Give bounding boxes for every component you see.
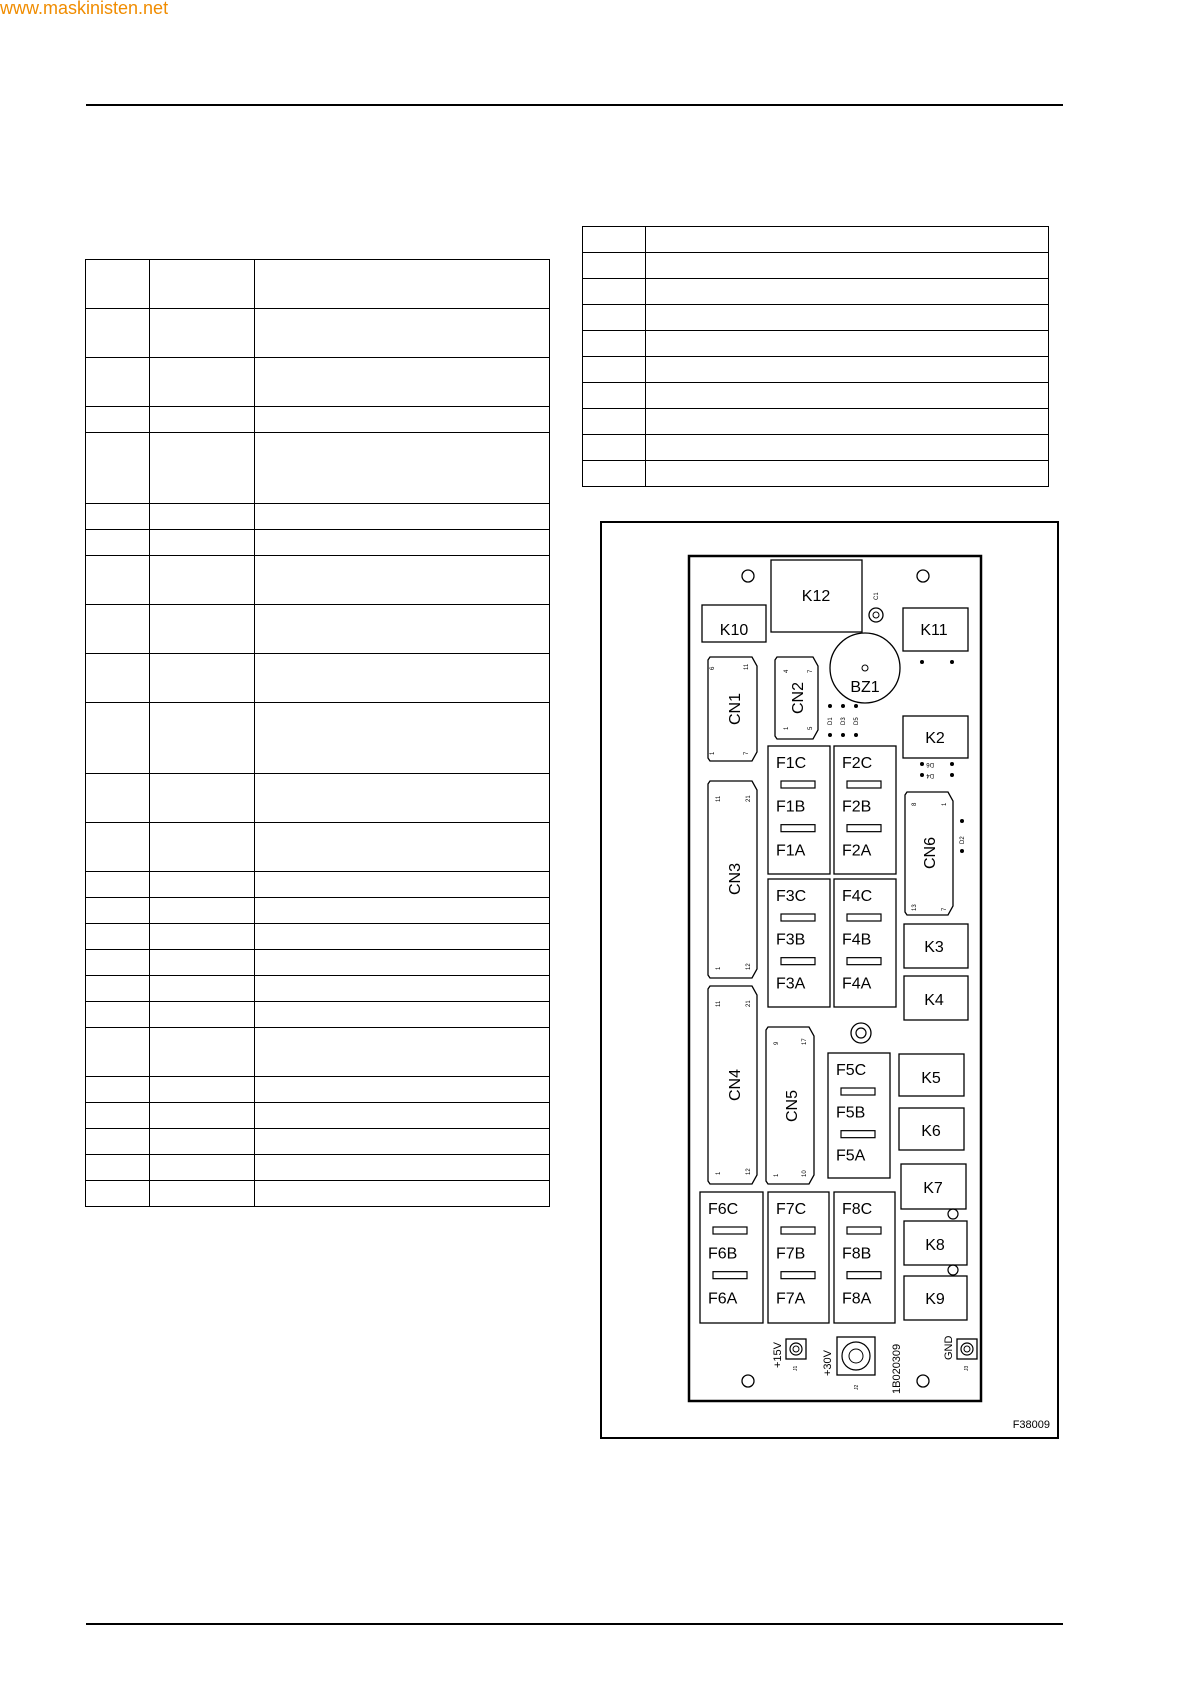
fuse-slot bbox=[713, 1272, 747, 1279]
connector-cn6 bbox=[905, 792, 953, 915]
capacitor-c1-core bbox=[873, 612, 879, 618]
svg-text:5: 5 bbox=[808, 726, 814, 730]
watermark[interactable]: www.maskinisten.net bbox=[0, 0, 169, 18]
svg-text:21: 21 bbox=[746, 1000, 752, 1007]
svg-text:D4: D4 bbox=[926, 772, 934, 778]
fuse-group bbox=[768, 746, 830, 874]
connector-cn3 bbox=[708, 781, 757, 978]
svg-text:12: 12 bbox=[746, 963, 752, 970]
fuse-slot bbox=[841, 1088, 875, 1095]
fuse-label: F3C bbox=[776, 888, 807, 905]
relay-label: K6 bbox=[921, 1123, 941, 1140]
fuse-label: F1A bbox=[776, 842, 806, 860]
relay-k11 bbox=[903, 608, 968, 651]
relay-label: K5 bbox=[921, 1070, 941, 1087]
connector-cn4 bbox=[708, 986, 757, 1184]
svg-text:1: 1 bbox=[710, 751, 716, 755]
svg-text:D2: D2 bbox=[960, 836, 966, 844]
fuse-label: F7B bbox=[776, 1245, 806, 1263]
connector-label: CN3 bbox=[727, 862, 744, 896]
relay-label: K4 bbox=[924, 992, 944, 1009]
svg-text:6: 6 bbox=[710, 666, 716, 670]
mounting-hole bbox=[917, 1375, 929, 1387]
svg-text:9: 9 bbox=[774, 1041, 780, 1045]
connector-label: CN2 bbox=[790, 681, 807, 715]
relay-label: K12 bbox=[801, 588, 831, 605]
fuse-slot bbox=[781, 958, 815, 965]
screw-hole bbox=[851, 1023, 871, 1043]
svg-text:D5: D5 bbox=[854, 717, 860, 725]
terminal-gnd bbox=[943, 1336, 977, 1372]
capacitor-c1 bbox=[869, 608, 883, 622]
diode-dots-d1-d3-d5 bbox=[828, 704, 860, 737]
relay-k7 bbox=[901, 1164, 966, 1209]
svg-text:11: 11 bbox=[744, 663, 750, 670]
fuse-slot bbox=[847, 914, 881, 921]
fuse-slot bbox=[841, 1131, 875, 1138]
svg-text:1: 1 bbox=[774, 1173, 780, 1177]
fuse-label: F5A bbox=[836, 1147, 866, 1165]
fuse-label: F5B bbox=[836, 1104, 866, 1122]
svg-text:10: 10 bbox=[802, 1170, 808, 1177]
fuse-slot bbox=[847, 958, 881, 965]
relay-k8 bbox=[904, 1221, 967, 1265]
fuse-label: F1C bbox=[776, 755, 807, 772]
connector-label: CN6 bbox=[922, 836, 939, 870]
fuse-slot bbox=[847, 1227, 881, 1234]
fuse-label: F6A bbox=[708, 1290, 738, 1308]
fuse-group bbox=[834, 746, 896, 874]
fuse-label: F2C bbox=[842, 755, 873, 772]
relay-k2 bbox=[903, 716, 968, 758]
svg-text:11: 11 bbox=[716, 795, 722, 802]
svg-text:1: 1 bbox=[716, 966, 722, 970]
svg-text:D1: D1 bbox=[828, 717, 834, 725]
connector-label: CN5 bbox=[784, 1089, 801, 1123]
fuse-layer bbox=[700, 746, 896, 1323]
terminal-label: GND bbox=[943, 1335, 955, 1360]
svg-text:1: 1 bbox=[716, 1171, 722, 1175]
svg-text:21: 21 bbox=[746, 795, 752, 802]
fuse-label: F4A bbox=[842, 975, 872, 993]
relay-label: K8 bbox=[925, 1237, 945, 1254]
svg-text:J2: J2 bbox=[854, 1384, 860, 1390]
svg-text:J1: J1 bbox=[793, 1365, 799, 1371]
connector-label: CN1 bbox=[727, 692, 744, 726]
svg-text:11: 11 bbox=[716, 1000, 722, 1007]
svg-text:1: 1 bbox=[784, 726, 790, 730]
fuse-label: F7C bbox=[776, 1201, 807, 1218]
svg-text:7: 7 bbox=[942, 907, 948, 911]
svg-text:D3: D3 bbox=[841, 717, 847, 725]
relay-k3 bbox=[904, 924, 968, 968]
terminal-label: +15V bbox=[772, 1342, 784, 1368]
fuse-label: F3B bbox=[776, 931, 806, 949]
terminal-plus15 bbox=[772, 1339, 806, 1371]
pad-dot bbox=[920, 660, 924, 664]
fuse-label: F8C bbox=[842, 1201, 873, 1218]
fuse-label: F6C bbox=[708, 1201, 739, 1218]
fuse-label: F4C bbox=[842, 888, 873, 905]
relay-label: K2 bbox=[925, 730, 945, 747]
svg-text:8: 8 bbox=[912, 802, 918, 806]
relay-k12 bbox=[771, 560, 862, 632]
svg-text:1: 1 bbox=[942, 802, 948, 806]
svg-text:17: 17 bbox=[802, 1038, 808, 1045]
fuse-slot bbox=[781, 825, 815, 832]
connector-cn1 bbox=[708, 657, 757, 761]
fuse-slot bbox=[713, 1227, 747, 1234]
fuse-label: F7A bbox=[776, 1290, 806, 1308]
relay-label: K11 bbox=[920, 622, 948, 639]
connector-label: CN4 bbox=[727, 1068, 744, 1102]
fuse-group bbox=[768, 1192, 829, 1323]
relay-k9 bbox=[904, 1276, 967, 1320]
fuse-slot bbox=[781, 781, 815, 788]
fuse-group bbox=[828, 1053, 890, 1178]
relay-label: K7 bbox=[923, 1180, 943, 1197]
relay-label: K10 bbox=[719, 622, 749, 639]
terminal-plus30 bbox=[822, 1337, 875, 1390]
mounting-hole bbox=[742, 570, 754, 582]
c1-label: C1 bbox=[874, 592, 880, 600]
svg-text:13: 13 bbox=[912, 904, 918, 911]
relay-k10 bbox=[702, 605, 766, 642]
fuse-group bbox=[834, 879, 896, 1007]
via-circle bbox=[948, 1209, 958, 1219]
buzzer-label: BZ1 bbox=[850, 679, 880, 696]
fuse-slot bbox=[781, 914, 815, 921]
fuse-label: F8A bbox=[842, 1290, 872, 1308]
svg-text:D6: D6 bbox=[926, 761, 934, 767]
fuse-slot bbox=[847, 1272, 881, 1279]
fuse-label: F8B bbox=[842, 1245, 872, 1263]
buzzer-bz1 bbox=[830, 633, 900, 703]
fuse-label: F2A bbox=[842, 842, 872, 860]
fuse-group bbox=[834, 1192, 895, 1323]
relay-label: K9 bbox=[925, 1291, 945, 1308]
svg-text:7: 7 bbox=[808, 669, 814, 673]
svg-text:12: 12 bbox=[746, 1168, 752, 1175]
fuse-slot bbox=[847, 825, 881, 832]
board-number: 1B020309 bbox=[891, 1343, 903, 1394]
via-circle bbox=[948, 1265, 958, 1275]
relay-k5 bbox=[899, 1054, 964, 1096]
fuse-label: F3A bbox=[776, 975, 806, 993]
diode-dots-d2 bbox=[960, 819, 966, 853]
mounting-hole bbox=[917, 570, 929, 582]
pad-dot bbox=[950, 660, 954, 664]
fuse-label: F1B bbox=[776, 798, 806, 816]
relay-k6 bbox=[899, 1108, 964, 1150]
figure-code: F38009 bbox=[1012, 1419, 1050, 1431]
svg-text:J3: J3 bbox=[964, 1365, 970, 1371]
svg-text:4: 4 bbox=[784, 669, 790, 673]
fuse-slot bbox=[781, 1227, 815, 1234]
mounting-hole bbox=[742, 1375, 754, 1387]
fuse-label: F5C bbox=[836, 1062, 867, 1079]
terminal-label: +30V bbox=[822, 1350, 834, 1376]
fuse-slot bbox=[847, 781, 881, 788]
relay-label: K3 bbox=[924, 939, 944, 956]
relay-k4 bbox=[904, 976, 968, 1020]
connector-cn2 bbox=[775, 657, 818, 739]
fuse-label: F2B bbox=[842, 798, 872, 816]
diode-dots-d4-d6 bbox=[920, 761, 954, 778]
fuse-group bbox=[768, 879, 830, 1007]
connector-cn5 bbox=[766, 1027, 814, 1184]
fuse-slot bbox=[781, 1272, 815, 1279]
fuse-label: F4B bbox=[842, 931, 872, 949]
svg-text:7: 7 bbox=[744, 751, 750, 755]
fuse-label: F6B bbox=[708, 1245, 738, 1263]
fuse-group bbox=[700, 1192, 763, 1323]
